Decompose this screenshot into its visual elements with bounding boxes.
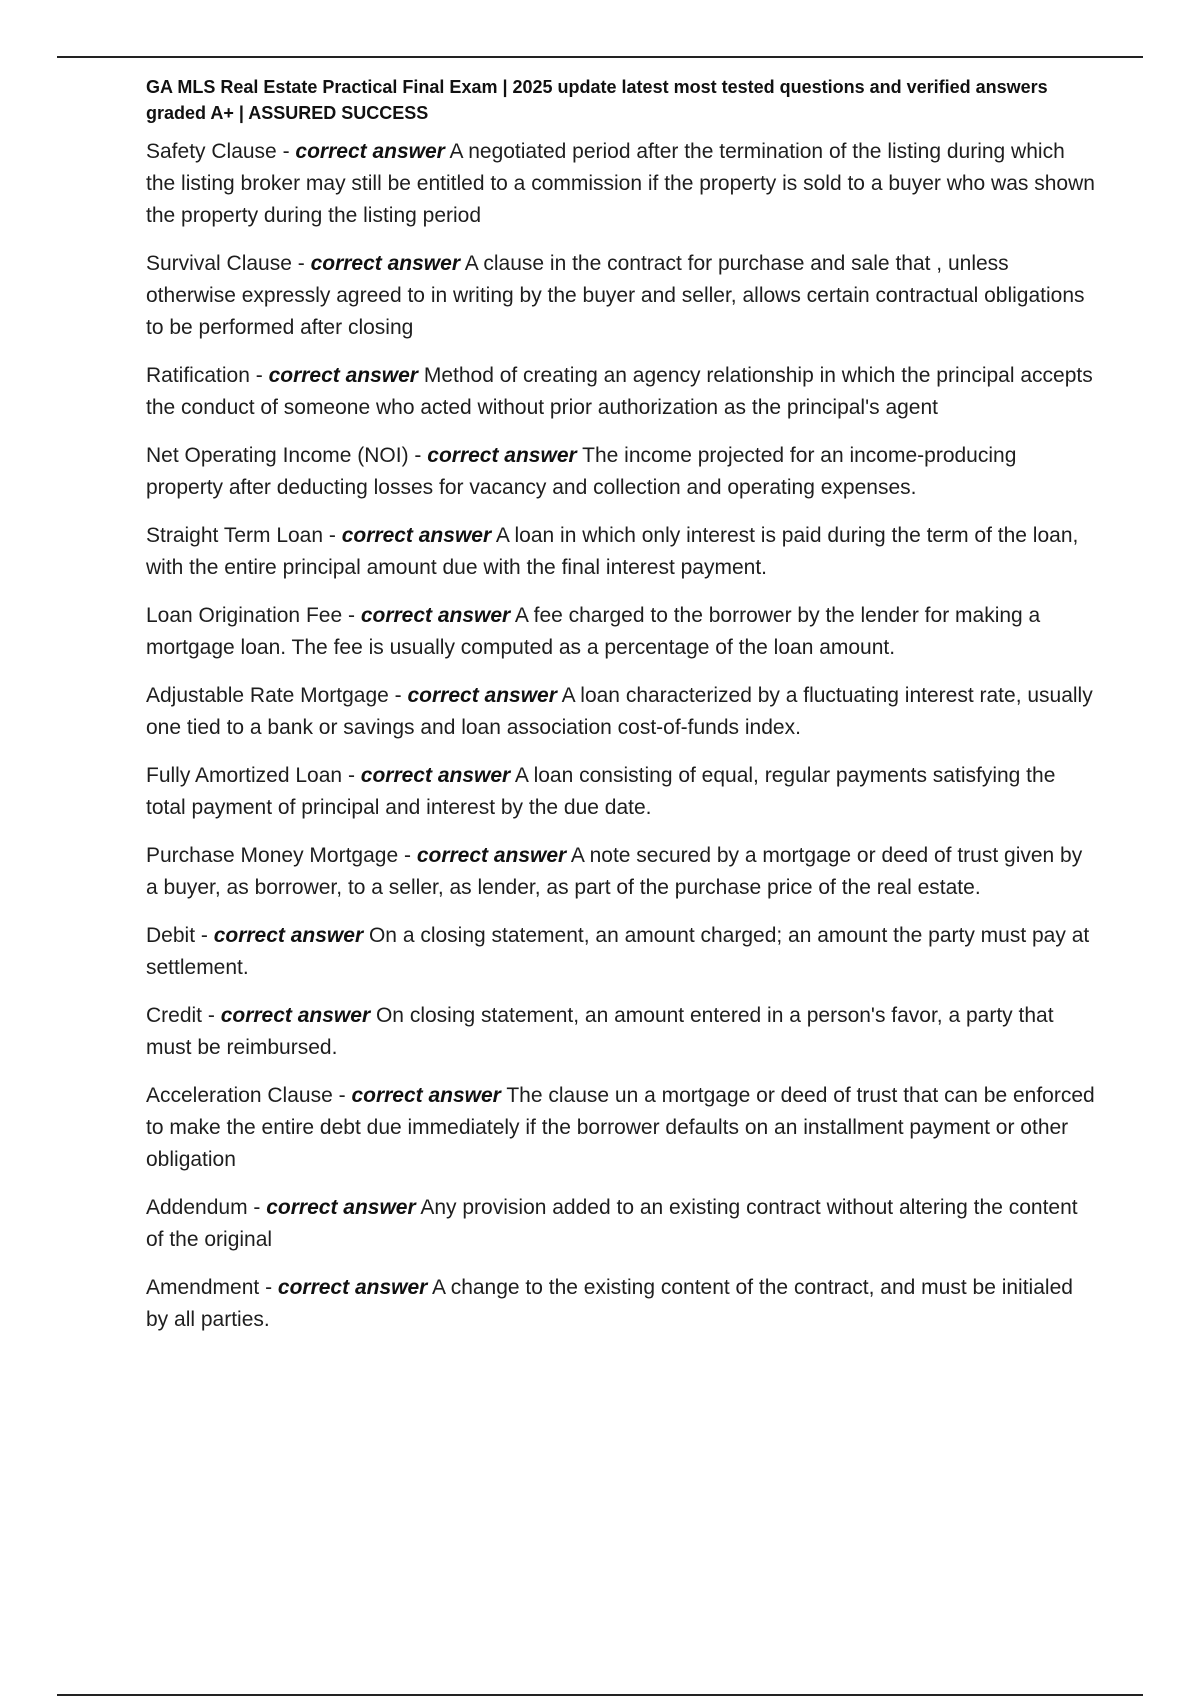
entry-separator: - [276,140,296,163]
correct-answer-label: correct answer [407,684,557,707]
correct-answer-label: correct answer [268,364,418,387]
entry-separator: - [398,844,417,867]
correct-answer-label: correct answer [220,1004,371,1027]
entry-definition: Any provision added to an existing contract without altering the content of the original [146,1196,1078,1251]
qa-entry [146,600,1096,664]
entry-separator: - [202,1004,221,1027]
bottom-rule [57,1694,1143,1696]
qa-entry [146,760,1096,824]
entry-separator: - [291,252,311,275]
entry-term: Survival Clause [146,252,292,275]
entry-separator: - [247,1196,267,1219]
entry-definition: A clause in the contract for purchase and sale that , unless otherwise expressly agreed to in writing by the buyer and seller, allows certain contractual obligations to be performed after closing [146,252,1085,339]
qa-entry [146,136,1096,232]
entry-definition: A loan characterized by a fluctuating interest rate, usually one tied to a bank or savings and loan association cost-of-funds index. [146,684,1093,739]
correct-answer-label: correct answer [310,252,460,275]
entry-definition: A loan in which only interest is paid during the term of the loan, with the entire principal amount due with the final interest payment. [146,524,1079,579]
entry-separator: - [342,764,361,787]
qa-list [146,136,1096,1336]
correct-answer-label: correct answer [341,524,492,547]
top-rule [57,56,1143,58]
entry-separator: - [332,1084,352,1107]
entry-separator: - [323,524,342,547]
qa-entry [146,360,1096,424]
qa-entry [146,680,1096,744]
entry-separator: - [388,684,408,707]
entry-definition: On a closing statement, an amount charged; an amount the party must pay at settlement. [146,924,1090,979]
entry-separator: - [259,1276,278,1299]
entry-term: Straight Term Loan [146,524,324,547]
qa-entry [146,248,1096,344]
entry-term: Net Operating Income (NOI) [146,444,409,467]
correct-answer-label: correct answer [416,844,567,867]
entry-definition: A change to the existing content of the contract, and must be initialed by all parties. [146,1276,1073,1331]
correct-answer-label: correct answer [351,1084,501,1107]
qa-entry [146,1000,1096,1064]
correct-answer-label: correct answer [213,924,364,947]
entry-term: Ratification [146,364,250,387]
entry-separator: - [195,924,214,947]
entry-definition: A note secured by a mortgage or deed of trust given by a buyer, as borrower, to a seller, as lender, as part of the purchase price of the real estate. [146,844,1083,899]
qa-entry [146,1080,1096,1176]
qa-entry [146,1192,1096,1256]
correct-answer-label: correct answer [360,604,511,627]
entry-term: Adjustable Rate Mortgage [146,684,389,707]
entry-term: Loan Origination Fee [146,604,343,627]
entry-definition: A loan consisting of equal, regular payments satisfying the total payment of principal and interest by the due date. [146,764,1056,819]
entry-definition: A fee charged to the borrower by the lender for making a mortgage loan. The fee is usually computed as a percentage of the loan amount. [146,604,1041,659]
entry-term: Safety Clause [146,140,277,163]
entry-definition: The income projected for an income-producing property after deducting losses for vacancy and collection and operating expenses. [146,444,1017,499]
entry-term: Addendum [146,1196,248,1219]
entry-definition: On closing statement, an amount entered in a person's favor, a party that must be reimbursed. [146,1004,1054,1059]
entry-term: Purchase Money Mortgage [146,844,399,867]
entry-separator: - [342,604,361,627]
qa-entry [146,1272,1096,1336]
entry-term: Credit [146,1004,203,1027]
correct-answer-label: correct answer [266,1196,416,1219]
entry-definition: Method of creating an agency relationship in which the principal accepts the conduct of someone who acted without prior authorization as the principal's agent [146,364,1093,419]
entry-term: Acceleration Clause [146,1084,333,1107]
entry-term: Fully Amortized Loan [146,764,343,787]
entry-term: Debit [146,924,196,947]
document-body [146,74,1096,1352]
qa-entry [146,520,1096,584]
document-title: GA MLS Real Estate Practical Final Exam | 2025 update latest most tested questions and verified answers graded A+ | ASSURED SUCCESS [146,77,1048,123]
entry-separator: - [249,364,269,387]
qa-entry [146,440,1096,504]
entry-definition: The clause un a mortgage or deed of trust that can be enforced to make the entire debt due immediately if the borrower defaults on an installment payment or other obligation [146,1084,1095,1171]
correct-answer-label: correct answer [277,1276,428,1299]
correct-answer-label: correct answer [360,764,511,787]
qa-entry [146,840,1096,904]
correct-answer-label: correct answer [427,444,577,467]
entry-separator: - [408,444,428,467]
correct-answer-label: correct answer [295,140,445,163]
entry-term: Amendment [146,1276,260,1299]
qa-entry [146,920,1096,984]
entry-definition: A negotiated period after the termination of the listing during which the listing broker may still be entitled to a commission if the property is sold to a buyer who was shown the property during the listing period [146,140,1095,227]
